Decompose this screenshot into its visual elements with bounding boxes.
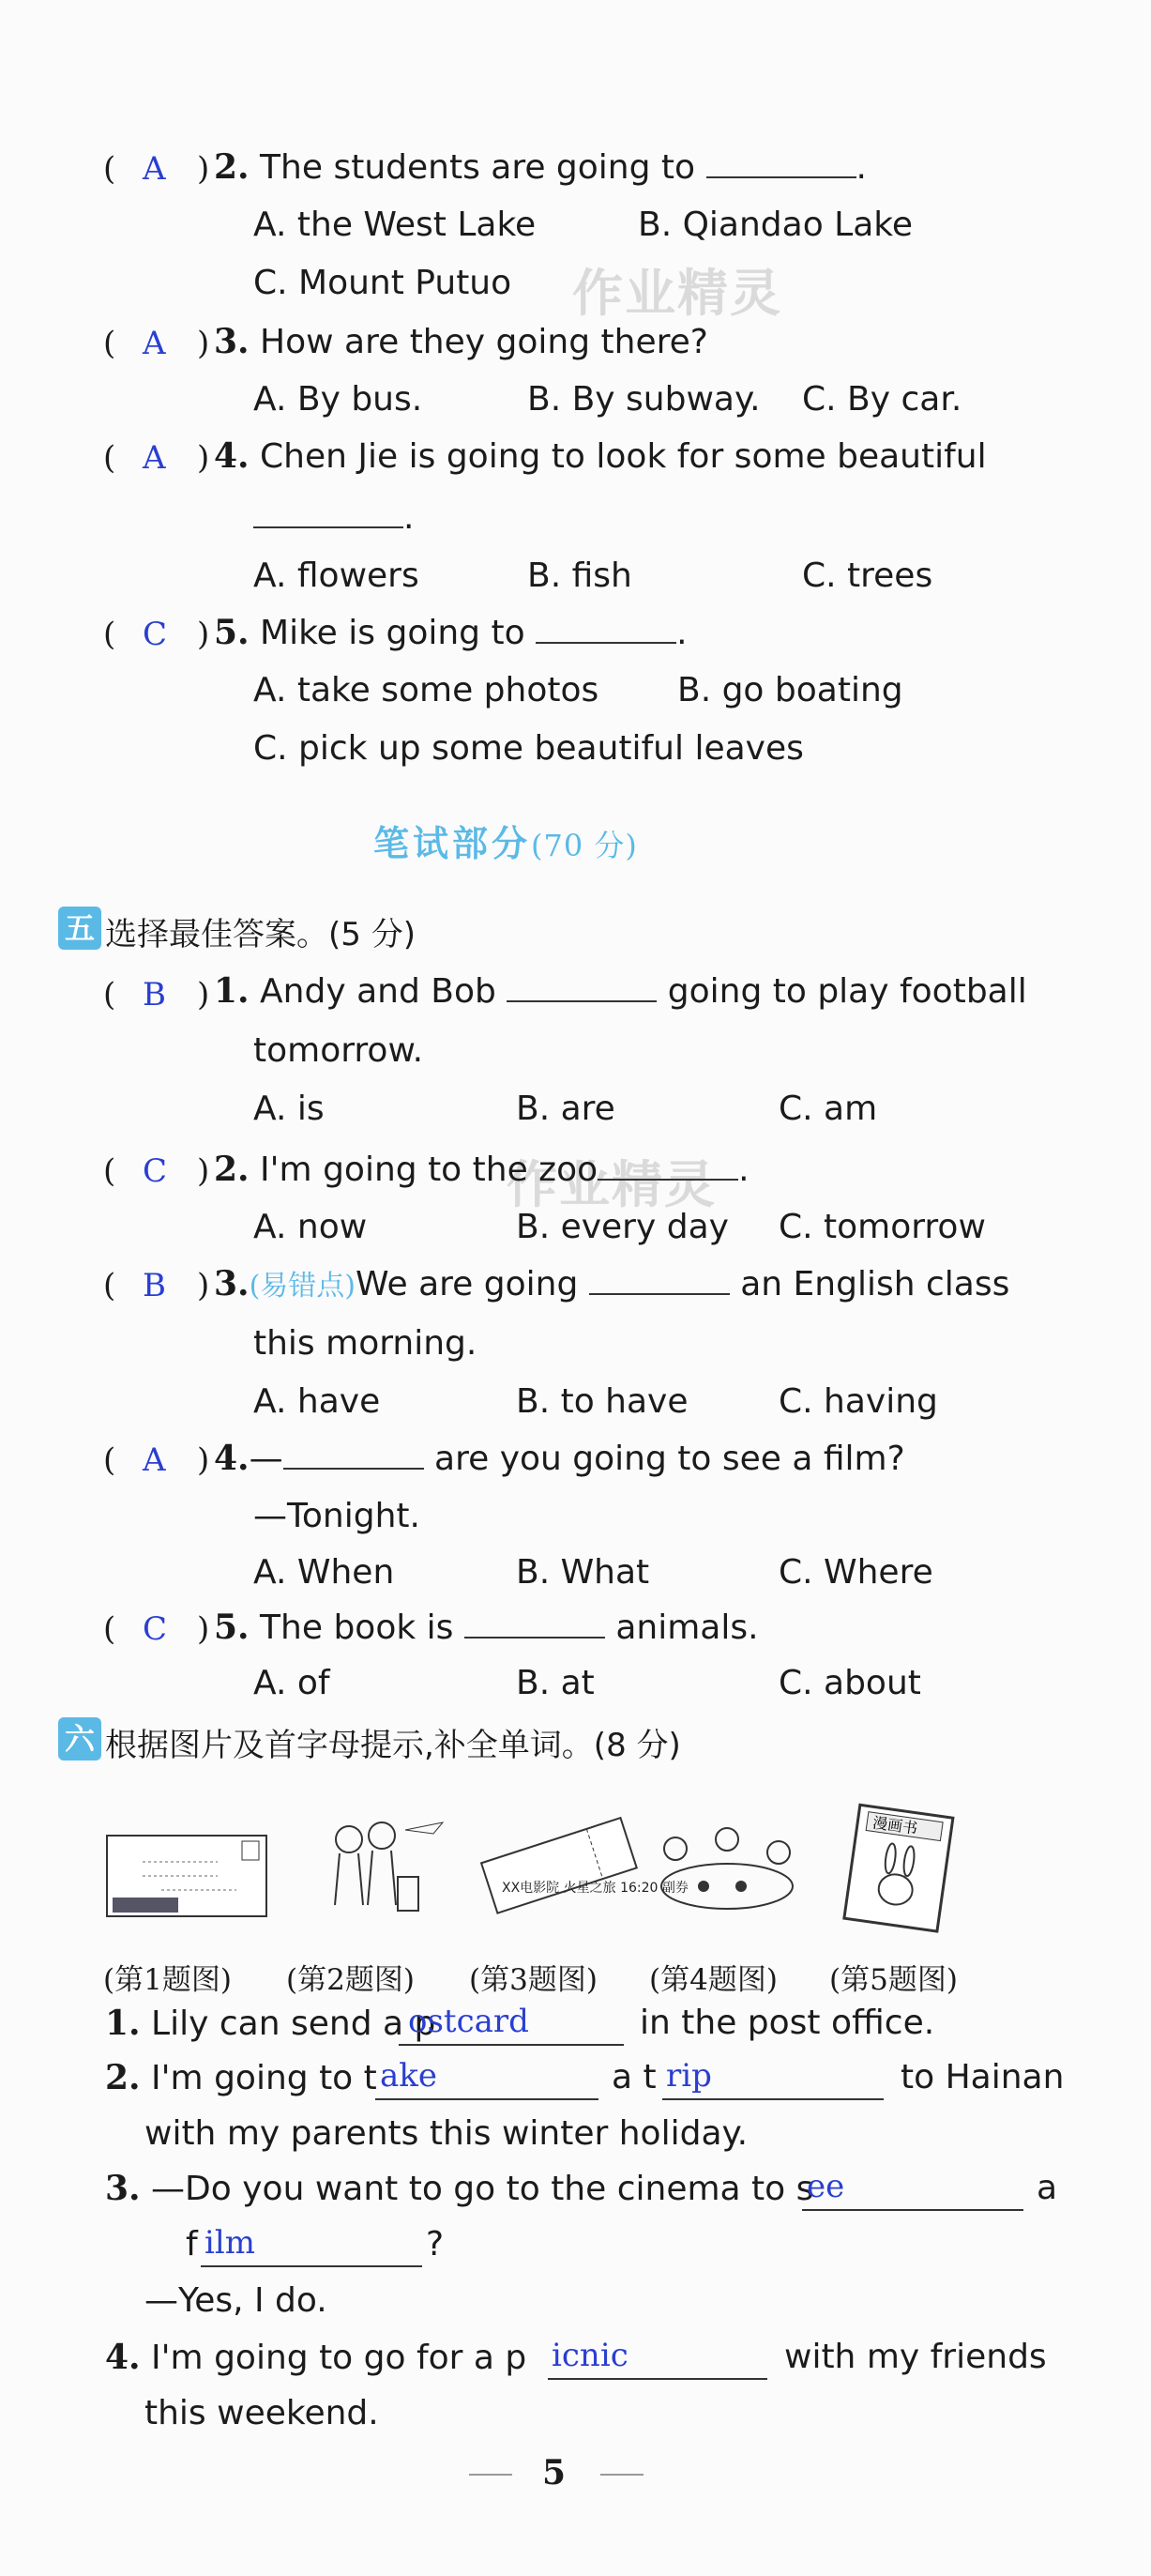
option-a: A. take some photos bbox=[253, 671, 599, 709]
option-b: B. at bbox=[516, 1664, 595, 1702]
reply: —Yes, I do. bbox=[144, 2281, 327, 2320]
answer-letter: C bbox=[143, 1152, 168, 1190]
answer-paren: ) bbox=[197, 976, 210, 1014]
answer-blank: . bbox=[253, 497, 414, 539]
figure-caption: (第5题图) bbox=[829, 1963, 958, 1997]
answer-underline bbox=[201, 2265, 422, 2267]
answer-letter: C bbox=[143, 1610, 168, 1648]
fill-sentence: 2. I'm going to t bbox=[105, 2058, 377, 2097]
option-b: B. every day bbox=[516, 1208, 729, 1246]
option-c: C. having bbox=[779, 1382, 938, 1421]
option-b: B. By subway. bbox=[527, 380, 761, 419]
answer-paren: ( bbox=[103, 1610, 116, 1648]
answer-paren: ) bbox=[197, 150, 210, 188]
figure-caption: (第3题图) bbox=[469, 1963, 598, 1997]
section-badge: 五 bbox=[58, 907, 101, 950]
picnic-picture bbox=[647, 1811, 807, 1924]
filled-word: ake bbox=[380, 2057, 437, 2095]
answer-letter: A bbox=[143, 439, 166, 477]
option-c: C. By car. bbox=[802, 380, 962, 419]
answer-letter: A bbox=[143, 150, 166, 188]
question-continued: —Tonight. bbox=[253, 1497, 420, 1535]
filled-word: ostcard bbox=[408, 2003, 529, 2040]
option-a: A. now bbox=[253, 1208, 368, 1246]
filled-word: ilm bbox=[204, 2224, 255, 2262]
answer-paren: ( bbox=[103, 976, 116, 1014]
answer-paren: ( bbox=[103, 439, 116, 477]
option-c: C. about bbox=[779, 1664, 921, 1702]
option-c: C. trees bbox=[802, 556, 933, 595]
figure-caption: (第4题图) bbox=[649, 1963, 778, 1997]
answer-underline bbox=[399, 2044, 624, 2046]
answer-letter: A bbox=[143, 1441, 166, 1479]
postcard-picture bbox=[105, 1834, 268, 1918]
answer-underline bbox=[548, 2378, 767, 2380]
watermark: 作业精灵 bbox=[572, 264, 782, 323]
answer-paren: ( bbox=[103, 1152, 116, 1190]
answer-underline bbox=[662, 2098, 884, 2100]
option-a: A. the West Lake bbox=[253, 206, 537, 244]
page-number-dash bbox=[469, 2474, 512, 2476]
filled-word: ee bbox=[807, 2168, 845, 2205]
page-number: 5 bbox=[542, 2453, 567, 2492]
section-badge: 六 bbox=[58, 1717, 101, 1761]
option-b: B. are bbox=[516, 1090, 615, 1128]
answer-paren: ) bbox=[197, 616, 210, 653]
answer-letter: B bbox=[143, 976, 166, 1014]
answer-paren: ) bbox=[197, 439, 210, 477]
question-stem: 4.— are you going to see a film? bbox=[214, 1439, 905, 1478]
sentence-end: to Hainan bbox=[901, 2058, 1065, 2096]
movie-ticket-picture bbox=[474, 1811, 689, 1914]
option-b: B. Qiandao Lake bbox=[638, 206, 914, 244]
option-b: B. fish bbox=[527, 556, 632, 595]
option-b: B. go boating bbox=[677, 671, 903, 709]
svg-text:漫画书: 漫画书 bbox=[871, 1813, 919, 1838]
error-prone-tag: (易错点) bbox=[249, 1270, 356, 1303]
answer-paren: ) bbox=[197, 1610, 210, 1648]
sentence-question-mark: ? bbox=[426, 2225, 445, 2264]
answer-paren: ) bbox=[197, 1441, 210, 1479]
question-stem: 5. Mike is going to . bbox=[214, 613, 688, 652]
answer-underline bbox=[375, 2098, 598, 2100]
sentence-continued: with my parents this winter holiday. bbox=[144, 2114, 749, 2153]
option-c: C. pick up some beautiful leaves bbox=[253, 729, 804, 768]
question-stem: 4. Chen Jie is going to look for some beautiful bbox=[214, 436, 987, 476]
written-section-title: 笔试部分(70 分) bbox=[373, 822, 638, 864]
section-title: 根据图片及首字母提示,补全单词。(8 分) bbox=[105, 1727, 681, 1764]
section-title: 选择最佳答案。(5 分) bbox=[105, 916, 416, 953]
travel-picture bbox=[293, 1811, 452, 1924]
sentence-f: f bbox=[186, 2225, 198, 2264]
answer-letter: B bbox=[143, 1267, 166, 1304]
sentence-end: in the post office. bbox=[640, 2004, 935, 2042]
answer-paren: ) bbox=[197, 325, 210, 362]
option-b: B. to have bbox=[516, 1382, 689, 1421]
question-stem: 3.(易错点)We are going an English class bbox=[214, 1264, 1010, 1303]
fill-sentence: 4. I'm going to go for a p bbox=[105, 2338, 527, 2377]
answer-paren: ( bbox=[103, 1267, 116, 1304]
question-stem: 3. How are they going there? bbox=[214, 322, 708, 361]
question-stem: 5. The book is animals. bbox=[214, 1608, 759, 1647]
figure-caption: (第2题图) bbox=[286, 1963, 415, 1997]
option-c: C. Where bbox=[779, 1553, 933, 1592]
answer-paren: ) bbox=[197, 1152, 210, 1190]
sentence-mid: a t bbox=[612, 2058, 657, 2096]
answer-letter: C bbox=[143, 616, 168, 653]
question-continued: this morning. bbox=[253, 1324, 477, 1363]
option-a: A. of bbox=[253, 1664, 330, 1702]
option-c: C. am bbox=[779, 1090, 878, 1128]
answer-paren: ( bbox=[103, 1441, 116, 1479]
answer-letter: A bbox=[143, 325, 166, 362]
answer-paren: ( bbox=[103, 150, 116, 188]
option-a: A. is bbox=[253, 1090, 325, 1128]
comic-book-picture bbox=[835, 1802, 966, 1933]
figure-caption: (第1题图) bbox=[103, 1963, 232, 1997]
answer-paren: ( bbox=[103, 616, 116, 653]
fill-sentence: 1. Lily can send a p bbox=[105, 2004, 436, 2043]
option-a: A. have bbox=[253, 1382, 381, 1421]
svg-text:XX电影院 火星之旅 16:20 副券: XX电影院 火星之旅 16:20 副券 bbox=[502, 1881, 689, 1896]
option-a: A. When bbox=[253, 1553, 395, 1592]
question-stem: 2. The students are going to . bbox=[214, 147, 867, 187]
watermark: 作业精灵 bbox=[507, 1155, 717, 1214]
answer-underline bbox=[802, 2209, 1023, 2211]
answer-paren: ( bbox=[103, 325, 116, 362]
page-number-dash bbox=[600, 2474, 644, 2476]
fill-sentence: 3. —Do you want to go to the cinema to s bbox=[105, 2169, 814, 2208]
question-stem: 1. Andy and Bob going to play football bbox=[214, 971, 1027, 1011]
option-a: A. By bus. bbox=[253, 380, 423, 419]
option-c: C. Mount Putuo bbox=[253, 264, 512, 302]
question-continued: tomorrow. bbox=[253, 1031, 424, 1070]
option-b: B. What bbox=[516, 1553, 650, 1592]
question-stem: 2. I'm going to the zoo . bbox=[214, 1150, 750, 1189]
sentence-end: a bbox=[1037, 2169, 1058, 2207]
filled-word: icnic bbox=[552, 2337, 629, 2374]
option-a: A. flowers bbox=[253, 556, 419, 595]
sentence-continued: this weekend. bbox=[144, 2394, 379, 2432]
sentence-end: with my friends bbox=[784, 2338, 1047, 2376]
filled-word: rip bbox=[666, 2057, 712, 2095]
option-c: C. tomorrow bbox=[779, 1208, 986, 1246]
answer-paren: ) bbox=[197, 1267, 210, 1304]
